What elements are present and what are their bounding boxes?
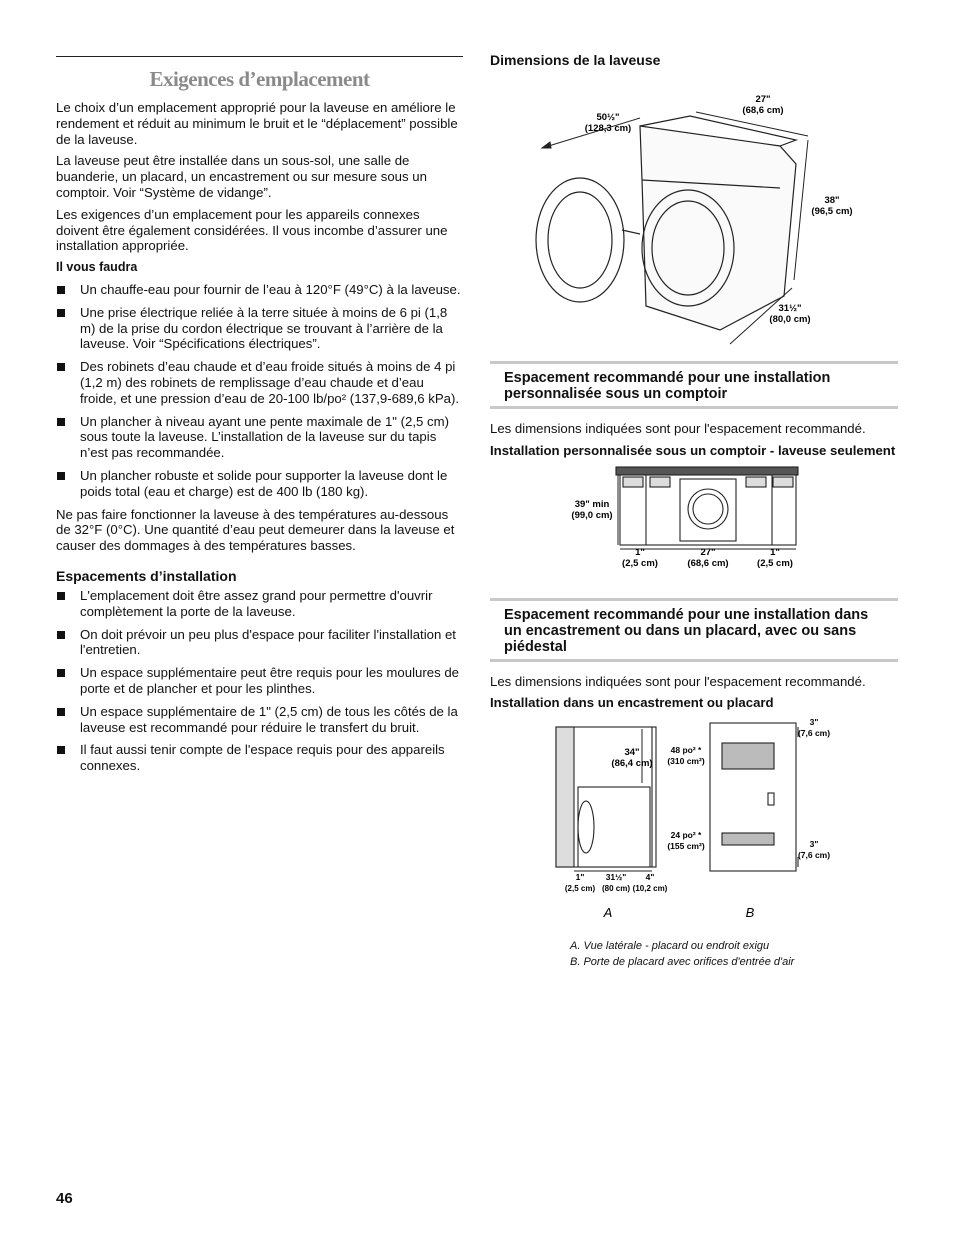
square-bullet-icon bbox=[57, 472, 65, 480]
spacing-list bbox=[56, 588, 463, 774]
list-item: Un espace supplémentaire de 1" (2,5 cm) de tous les côtés de la laveuse est recommandé pour réduire le transfert du bruit. bbox=[56, 704, 463, 736]
counter-left-gap: 1" bbox=[635, 546, 645, 558]
page-number: 46 bbox=[56, 1190, 73, 1207]
bottom-vent-area-cm: (155 cm²) bbox=[667, 841, 705, 852]
washer-dimensions-diagram bbox=[490, 68, 898, 348]
counter-height-dimension: 39" min bbox=[574, 498, 610, 510]
dimensions-heading: Dimensions de la laveuse bbox=[490, 52, 661, 68]
front-gap-dimension-cm: (10,2 cm) bbox=[632, 884, 668, 894]
caption-b: B. Porte de placard avec orifices d'entrée d'air bbox=[570, 956, 795, 969]
section-closet bbox=[490, 598, 898, 662]
depth-dimension: 31½" bbox=[778, 303, 802, 314]
front-gap-dimension: 4" bbox=[645, 872, 655, 883]
under-counter-diagram bbox=[490, 465, 898, 573]
section-under-counter-title: Espacement recommandé pour une installation personnalisée sous un comptoir bbox=[504, 370, 831, 402]
counter-right-gap: 1" bbox=[770, 546, 780, 558]
list-item: L'emplacement doit être assez grand pour permettre d'ouvrir complètement la porte de la laveuse. bbox=[56, 588, 463, 620]
rear-gap-dimension-cm: (2,5 cm) bbox=[564, 884, 596, 894]
section-closet-subtitle: Installation dans un encastrement ou placard bbox=[490, 695, 774, 711]
list-item: Un espace supplémentaire peut être requis pour les moulures de porte et de plancher et pour les plinthes. bbox=[56, 665, 463, 697]
open-depth-dimension-cm: (128,3 cm) bbox=[584, 123, 632, 134]
square-bullet-icon bbox=[57, 418, 65, 426]
temperature-warning: Ne pas faire fonctionner la laveuse à des températures au-dessous de 32°F (0°C). Une quantité d’eau peut demeurer dans la laveuse et causer des dommages à des températures basses. bbox=[56, 506, 455, 554]
section-under-counter-note: Les dimensions indiquées sont pour l'espacement recommandé. bbox=[490, 421, 866, 436]
list-item: Un chauffe-eau pour fournir de l’eau à 120°F (49°C) à la laveuse. bbox=[56, 282, 463, 298]
square-bullet-icon bbox=[57, 363, 65, 371]
label-a: A bbox=[603, 905, 613, 921]
square-bullet-icon bbox=[57, 631, 65, 639]
list-item: Des robinets d’eau chaude et d’eau froide situés à moins de 4 pi (1,2 m) des robinets de remplissage d’eau chaude et d’eau froide, et une pression d’eau de 20-100 lb/po² (137,9-689,6 kPa). bbox=[56, 359, 463, 406]
square-bullet-icon bbox=[57, 669, 65, 677]
caption-a: A. Vue latérale - placard ou endroit exigu bbox=[570, 940, 770, 953]
label-b: B bbox=[745, 905, 755, 921]
top-gap-dimension-cm: (7,6 cm) bbox=[797, 728, 831, 739]
closet-side-view bbox=[556, 727, 656, 867]
list-item: Une prise électrique reliée à la terre située à moins de 6 pi (1,8 m) de la prise du cordon électrique se trouvant à l’arrière de la laveuse. Voir “Spécifications électriques”. bbox=[56, 305, 463, 352]
counter-right-gap-cm: (2,5 cm) bbox=[757, 557, 793, 569]
closet-door-view bbox=[710, 723, 798, 871]
width-dimension-cm: (68,6 cm) bbox=[742, 105, 784, 116]
bottom-gap-dimension: 3" bbox=[809, 839, 819, 850]
section-closet-note: Les dimensions indiquées sont pour l'espacement recommandé. bbox=[490, 673, 866, 689]
top-vent-area: 48 po² * bbox=[670, 745, 702, 756]
closet-depth-dimension: 31½" bbox=[605, 872, 627, 883]
height-dimension-cm: (96,5 cm) bbox=[811, 206, 853, 217]
top-rule bbox=[56, 56, 463, 57]
square-bullet-icon bbox=[57, 286, 65, 294]
section-under-counter-subtitle: Installation personnalisée sous un comptoir - laveuse seulement bbox=[490, 442, 896, 458]
bottom-vent-area: 24 po² * bbox=[670, 830, 702, 841]
list-item: Un plancher robuste et solide pour supporter la laveuse dont le poids total (eau et charge) est de 400 lb (180 kg). bbox=[56, 468, 463, 500]
square-bullet-icon bbox=[57, 592, 65, 600]
section-under-counter bbox=[490, 361, 898, 409]
spacing-heading: Espacements d’installation bbox=[56, 567, 237, 584]
page-title: Exigences d’emplacement bbox=[149, 67, 370, 91]
height-dimension: 38" bbox=[824, 195, 840, 206]
closet-diagram bbox=[490, 717, 898, 925]
depth-dimension-cm: (80,0 cm) bbox=[769, 314, 811, 325]
closet-height-dimension-cm: (86,4 cm) bbox=[611, 758, 653, 770]
needs-heading: Il vous faudra bbox=[56, 260, 138, 275]
counter-drawing bbox=[616, 467, 798, 545]
list-item: On doit prévoir un peu plus d'espace pour faciliter l'installation et l'entretien. bbox=[56, 627, 463, 659]
figure-captions bbox=[570, 938, 898, 970]
square-bullet-icon bbox=[57, 746, 65, 754]
closet-depth-dimension-cm: (80 cm) bbox=[601, 884, 631, 894]
top-gap-dimension: 3" bbox=[809, 717, 819, 728]
intro-paragraph-2: La laveuse peut être installée dans un sous-sol, une salle de buanderie, un placard, un encastrement ou sur mesure sous un comptoir. Voir “Système de vidange”. bbox=[56, 153, 427, 200]
intro-paragraph-3: Les exigences d’un emplacement pour les appareils connexes doivent être également considérées. Il vous incombe d’assurer une installation appropriée. bbox=[56, 206, 448, 254]
square-bullet-icon bbox=[57, 708, 65, 716]
rear-gap-dimension: 1" bbox=[575, 872, 585, 883]
open-depth-dimension: 50½" bbox=[596, 112, 620, 123]
right-column bbox=[490, 52, 898, 970]
width-dimension: 27" bbox=[755, 94, 771, 105]
closet-height-dimension: 34" bbox=[624, 747, 640, 759]
needs-list bbox=[56, 282, 463, 500]
washer-drawing bbox=[536, 116, 796, 330]
bottom-gap-dimension-cm: (7,6 cm) bbox=[797, 850, 831, 861]
counter-left-gap-cm: (2,5 cm) bbox=[622, 557, 658, 569]
counter-width: 27" bbox=[700, 546, 716, 558]
top-vent-area-cm: (310 cm²) bbox=[667, 756, 705, 767]
intro-paragraph-1: Le choix d’un emplacement approprié pour la laveuse en améliore le rendement et réduit au minimum le bruit et le “déplacement” possible de la laveuse. bbox=[56, 100, 458, 147]
left-column bbox=[56, 56, 463, 781]
square-bullet-icon bbox=[57, 309, 65, 317]
section-closet-title: Espacement recommandé pour une installation dans un encastrement ou dans un placard, avec ou sans piédestal bbox=[504, 606, 869, 655]
list-item: Il faut aussi tenir compte de l'espace requis pour des appareils connexes. bbox=[56, 742, 463, 774]
counter-width-cm: (68,6 cm) bbox=[687, 557, 729, 569]
list-item: Un plancher à niveau ayant une pente maximale de 1" (2,5 cm) sous toute la laveuse. L’installation de la laveuse sur du tapis n’est pas recommandée. bbox=[56, 414, 463, 461]
counter-height-dimension-cm: (99,0 cm) bbox=[571, 509, 613, 521]
